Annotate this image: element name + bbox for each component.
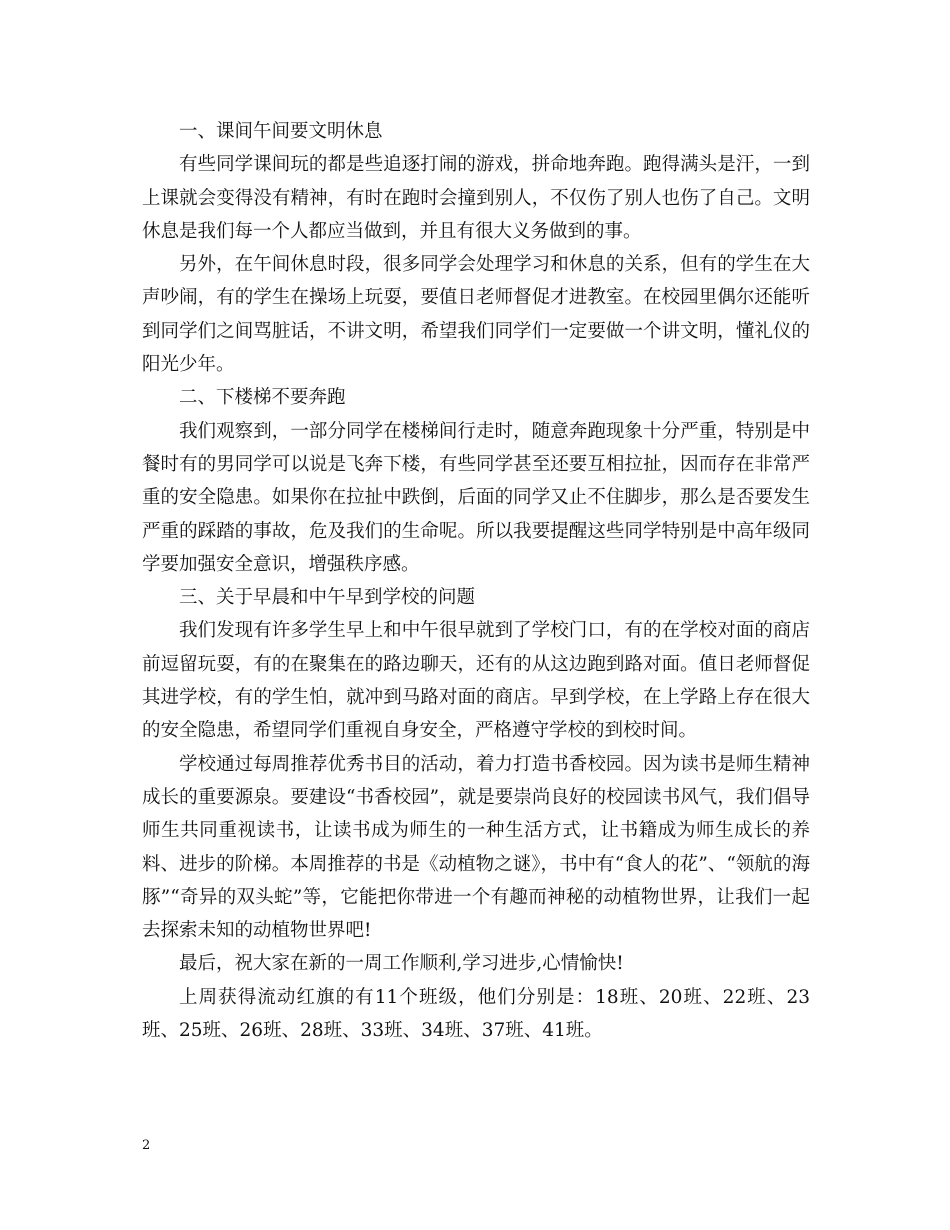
section-heading-1: 一、课间午间要文明休息 [179, 121, 383, 142]
body-paragraph: 另外，在午间休息时段，很多同学会处理学习和休息的关系，但有的学生在大声吵闹，有的学生在操场上玩耍，要值日老师督促才进教室。在校园里偶尔还能听到同学们之间骂脏话，不讲文明，希望我们同学们一定要做一个讲文明，懂礼仪的阳光少年。 [142, 254, 810, 376]
body-paragraph: 我们发现有许多学生早上和中午很早就到了学校门口，有的在学校对面的商店前逗留玩耍，有的在聚集在的路边聊天，还有的从这边跑到路对面。值日老师督促其进学校，有的学生怕，就冲到马路对面的商店。早到学校，在上学路上存在很大的安全隐患，希望同学们重视自身安全，严格遵守学校的到校时间。 [142, 620, 810, 742]
page-number: 2 [142, 1138, 151, 1153]
section-heading-2: 二、下楼梯不要奔跑 [179, 387, 346, 409]
body-paragraph: 学校通过每周推荐优秀书目的活动，着力打造书香校园。因为读书是师生精神成长的重要源泉。要建设“书香校园”，就是要崇尚良好的校园读书风气，我们倡导师生共同重视读书，让读书成为师生的一种生活方式，让书籍成为师生成长的养料、进步的阶梯。本周推荐的书是《动植物之谜》，书中有“食人的花”、“领航的海豚”“奇异的双头蛇”等，它能把你带进一个有趣而神秘的动植物世界，让我们一起去探索未知的动植物世界吧! [142, 753, 810, 942]
section-heading-3: 三、关于早晨和中午早到学校的问题 [179, 587, 476, 609]
document-body [142, 115, 810, 1047]
body-paragraph: 我们观察到，一部分同学在楼梯间行走时，随意奔跑现象十分严重，特别是中餐时有的男同学可以说是飞奔下楼，有些同学甚至还要互相拉扯，因而存在非常严重的安全隐患。如果你在拉扯中跌倒，后面的同学又止不住脚步，那么是否要发生严重的踩踏的事故，危及我们的生命呢。所以我要提醒这些同学特别是中高年级同学要加强安全意识，增强秩序感。 [142, 420, 810, 575]
award-paragraph: 上周获得流动红旗的有11个班级，他们分别是：18班、20班、22班、23班、25班、26班、28班、33班、34班、37班、41班。 [142, 986, 810, 1042]
body-paragraph: 有些同学课间玩的都是些追逐打闹的游戏，拼命地奔跑。跑得满头是汗，一到上课就会变得没有精神，有时在跑时会撞到别人，不仅伤了别人也伤了自己。文明休息是我们每一个人都应当做到，并且有很大义务做到的事。 [142, 154, 810, 242]
closing-paragraph: 最后，祝大家在新的一周工作顺利,学习进步,心情愉快! [179, 953, 624, 975]
